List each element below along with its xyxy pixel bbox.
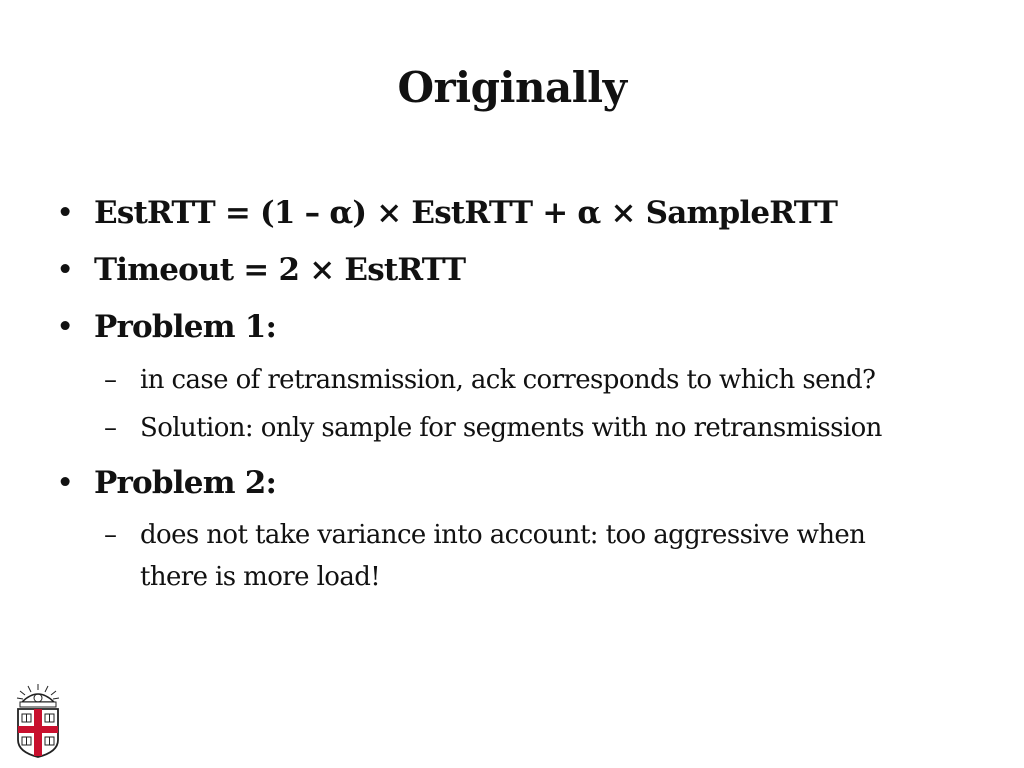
bullet-marker: • <box>56 252 74 288</box>
bullet-marker: • <box>56 195 74 231</box>
bullet-text: EstRTT = (1 – α) × EstRTT + α × SampleRTT <box>94 195 838 231</box>
bullet-text: Problem 2: <box>94 465 277 501</box>
bullet-1 <box>56 193 837 233</box>
slide-title: Originally <box>397 63 627 112</box>
sub-marker: – <box>104 413 117 443</box>
sub-bullet-3-continuation: there is more load! <box>140 562 381 592</box>
sub-bullet-text: in case of retransmission, ack corresponds to which send? <box>140 365 876 395</box>
sub-bullet-3 <box>104 515 865 555</box>
bullet-marker: • <box>56 309 74 345</box>
sub-bullet-text: does not take variance into account: too aggressive when <box>140 520 866 550</box>
bullet-marker: • <box>56 465 74 501</box>
bullet-2 <box>56 250 465 290</box>
sub-bullet-1 <box>104 360 875 400</box>
bullet-text: Problem 1: <box>94 309 277 345</box>
sub-bullet-text: Solution: only sample for segments with no retransmission <box>140 413 882 443</box>
sub-marker: – <box>104 520 117 550</box>
bullet-3 <box>56 307 276 347</box>
sub-marker: – <box>104 365 117 395</box>
university-shield-logo-icon <box>14 682 62 758</box>
bullet-4 <box>56 463 276 503</box>
bullet-text: Timeout = 2 × EstRTT <box>94 252 466 288</box>
sub-bullet-2 <box>104 408 882 448</box>
